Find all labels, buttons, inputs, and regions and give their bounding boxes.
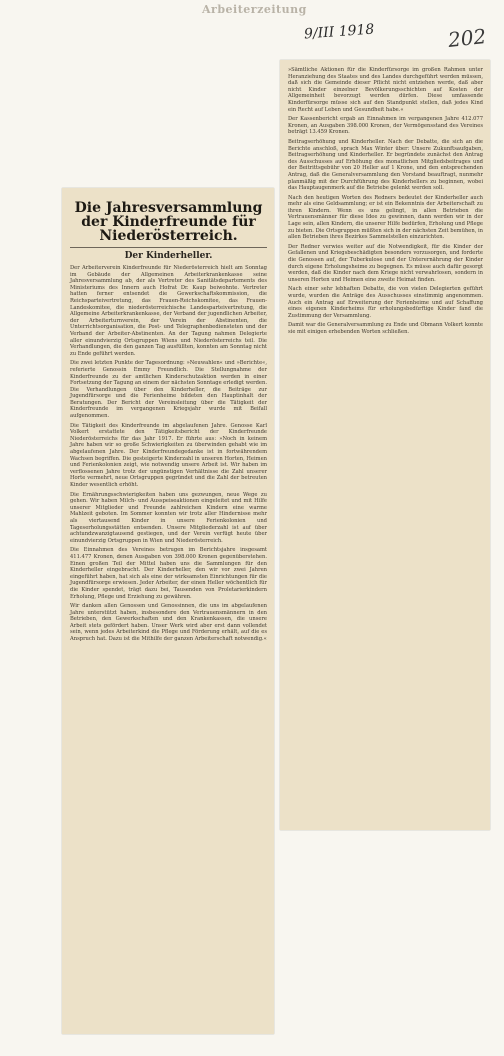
article-headline: Die Jahresversammlung der Kinderfreunde für Niederösterreich. [74, 200, 263, 244]
left-paragraph: Die zwei letzten Punkte der Tagesordnung: »Neuwahlen« und »Berichte«, referierte Genossin Emmy Freundlich. Die Stellungnahme der Kinderfreunde zu der amtlichen Kinderschutzaktion werden in einer Fortsetzung der Tagung an einem der nächsten Sonntage erledigt werden. Die Verhandlungen über den Kinderheller, die Beiträge zur Jugendfürsorge und die Ferienheime bildeten den Hauptinhalt der Beratungen. Der Bericht der Vereinsleitung über die Tätigkeit der Kinderfreunde im vergangenen Kriegsjahr wurde mit Beifall aufgenommen. [70, 360, 267, 420]
right-paragraph: Nach den heutigen Worten des Redners bedeutet der Kinderheller auch mehr als eine Geldsammlung; er ist ein Bekenntnis der Arbeiterschaft zu ihren Kindern. Wenn es uns gelingt, in allen Betrieben die Vertrauensmänner für diese Idee zu gewinnen, dann werden wir in der Lage sein, allen Kindern, die unserer Hilfe bedürfen, Erholung und Pflege zu bieten. Die Ortsgruppen müßten sich in der nächsten Zeit bemühen, in allen Betrieben ihres Bezirkes Sammelstellen einzurichten. [288, 194, 483, 241]
left-paragraph: Wir danken allen Genossen und Genossinnen, die uns im abgelaufenen Jahre unterstützt haben, insbesondere den Vertrauensmännern in den Betrieben, den Gewerkschaften und den Krankenkassen, die unsere Arbeit stets gefördert haben. Unser Werk wird aber erst dann vollendet sein, wenn jedes Arbeiterkind die Pflege und Förderung erhält, auf die es Anspruch hat. Dazu ist die Mithilfe der ganzen Arbeiterschaft notwendig.« [70, 603, 267, 643]
left-paragraph: Der Arbeiterverein Kinderfreunde für Niederösterreich hielt am Sonntag im Gebäude der Allgemeinen Arbeiterkrankenkasse seine Jahresversammlung ab, der als Vertreter des Sanitätsdepartements des Ministeriums des Innern auch Hofrat Dr. Kaup beiwohnte. Vertreter hatten ferner entsendet die Gewerkschaftskommission, die Reichsparteivertretung, das Frauen-Reichskomitee, das Frauen-Landeskomitee, die niederösterreichische Landesparteivertretung, die Allgemeine Arbeiterkrankenkasse, der Verband der jugendlichen Arbeiter, der Arbeiterturnverein, der Verein der Abstinenten, die Unterrichtsorganisation, die Post- und Telegraphenbediensteten und der Verband der Arbeiter-Abstinenten. An der Tagung nahmen Delegierte aller einundvierzig Ortsgruppen Wiens und Niederösterreichs teil. Die Verhandlungen, die den ganzen Tag ausfüllten, konnten am Sonntag nicht zu Ende geführt werden. [70, 265, 267, 357]
headline-divider [70, 247, 267, 248]
article-subhead: Der Kinderheller. [124, 251, 213, 261]
handwritten-page-number: 202 [446, 24, 488, 52]
right-paragraph: Beitragserhöhung und Kinderheller. Nach der Debatte, die sich an die Berichte anschloß, sprach Max Winter über: Unsere Zukunftsaufgaben, Beitragserhöhung und Kinderheller. Er begründete zunächst den Antrag des Ausschusses auf Erhöhung des monatlichen Mitgliedsbeitrages und der Beitrittsgebühr von 20 Heller auf 1 Krone, und den entsprechenden Antrag, daß die Generalversammlung den Vorstand beauftragt, nunmehr planmäßig mit der Durchführung des Kinderhellers zu beginnen, wobei das Hauptaugenmerk auf die Betriebe gelenkt werden soll. [288, 138, 483, 192]
newspaper-stamp: Arbeiterzeitung [202, 3, 307, 16]
left-paragraph: Die Ernährungsschwierigkeiten haben uns gezwungen, neue Wege zu gehen. Wir haben Milch- und Ausspeiseaktionen eingeleitet und mit Hilfe unserer Mitglieder und Freunde zahlreichen Kindern eine warme Mahlzeit geboten. Im Sommer konnten wir trotz aller Hindernisse mehr als viertausend Kinder in unsere Ferienkolonien und Tageserholungsstätten entsenden. Unsere Mitgliederzahl ist auf über achtundzwanzigtausend gestiegen, und der Verein verfügt heute über einundvierzig Ortsgruppen in Wien und Niederösterreich. [70, 491, 267, 544]
left-paragraph: Die Tätigkeit des Kinderfreunde im abgelaufenen Jahre. Genosse Karl Volkert erstattete den Tätigkeitsbericht der Kinderfreunde Niederösterreichs für das Jahr 1917. Er führte aus: »Noch in keinem Jahre haben wir so große Schwierigkeiten zu überwinden gehabt wie im abgelaufenen Jahre. Der Kinderfreundegedanke ist in fortwährendem Wachsen begriffen. Die gesteigerte Kinderzahl in unseren Horten, Heimen und Ferienkolonien zeigt, wie notwendig unsere Arbeit ist. Wir haben im verflossenen Jahre trotz der ungünstigen Verhältnisse die Zahl unserer Horte vermehrt, neue Ortsgruppen gegründet und die Zahl der betreuten Kinder wesentlich erhöht. [70, 422, 267, 488]
right-paragraph: Damit war die Generalversammlung zu Ende und Obmann Volkert konnte sie mit einigen erhebenden Worten schließen. [288, 322, 483, 335]
right-newspaper-clipping [280, 60, 490, 830]
right-paragraph: »Sämtliche Aktionen für die Kinderfürsorge im großen Rahmen unter Heranziehung des Staates und des Landes durchgeführt werden müssen, daß sich die Gemeinde dieser Pflicht nicht entziehen werde, daß aber nicht Kinder einzelner Bevölkerungsschichten auf Kosten der Allgemeinheit bevorzugt werden dürfen. Diese umfassende Kinderfürsorge müsse sich auf den Standpunkt stellen, daß jedes Kind ein Recht auf Leben und Gesundheit habe.« [288, 67, 483, 113]
left-paragraph: Die Einnahmen des Vereines betrugen im Berichtsjahre insgesamt 411.477 Kronen, denen Ausgaben von 398.000 Kronen gegenüberstehen. Einen großen Teil der Mittel haben uns die Sammlungen für den Kinderheller eingebracht. Der Kinderheller, den wir vor zwei Jahren eingeführt haben, hat sich als eine der wirksamsten Einrichtungen für die Jugendfürsorge erwiesen. Jeder Arbeiter, der einen Heller wöchentlich für die Kinder spendet, trägt dazu bei, Tausenden von Proletarierkindern Erholung, Pflege und Erziehung zu gewähren. [70, 547, 267, 600]
handwritten-date: 9/III 1918 [303, 21, 375, 43]
right-paragraph: Der Kassenbericht ergab an Einnahmen im vergangenen Jahre 412.077 Kronen, an Ausgaben 398.000 Kronen, der Vermögensstand des Vereines beträgt 13.459 Kronen. [288, 116, 483, 136]
right-paragraph: Nach einer sehr lebhaften Debatte, die von vielen Delegierten geführt wurde, wurden die Anträge des Ausschusses einstimmig angenommen. Auch ein Antrag auf Erweiterung der Ferienheime und auf Schaffung eines eigenen Kinderheims für erholungsbedürftige Kinder fand die Zustimmung der Versammlung. [288, 286, 483, 319]
right-paragraph: Der Redner verwies weiter auf die Notwendigkeit, für die Kinder der Gefallenen und Kriegsbeschädigten besonders vorzusorgen, und forderte die Genossen auf, der Tuberkulose und der Unterernährung der Kinder durch eigene Erholungsheime zu begegnen. Es müsse auch dafür gesorgt werden, daß die Kinder nach dem Kriege nicht verwahrlosen, sondern in unseren Horten und Heimen eine zweite Heimat finden. [288, 243, 483, 283]
left-newspaper-clipping [62, 188, 274, 1034]
